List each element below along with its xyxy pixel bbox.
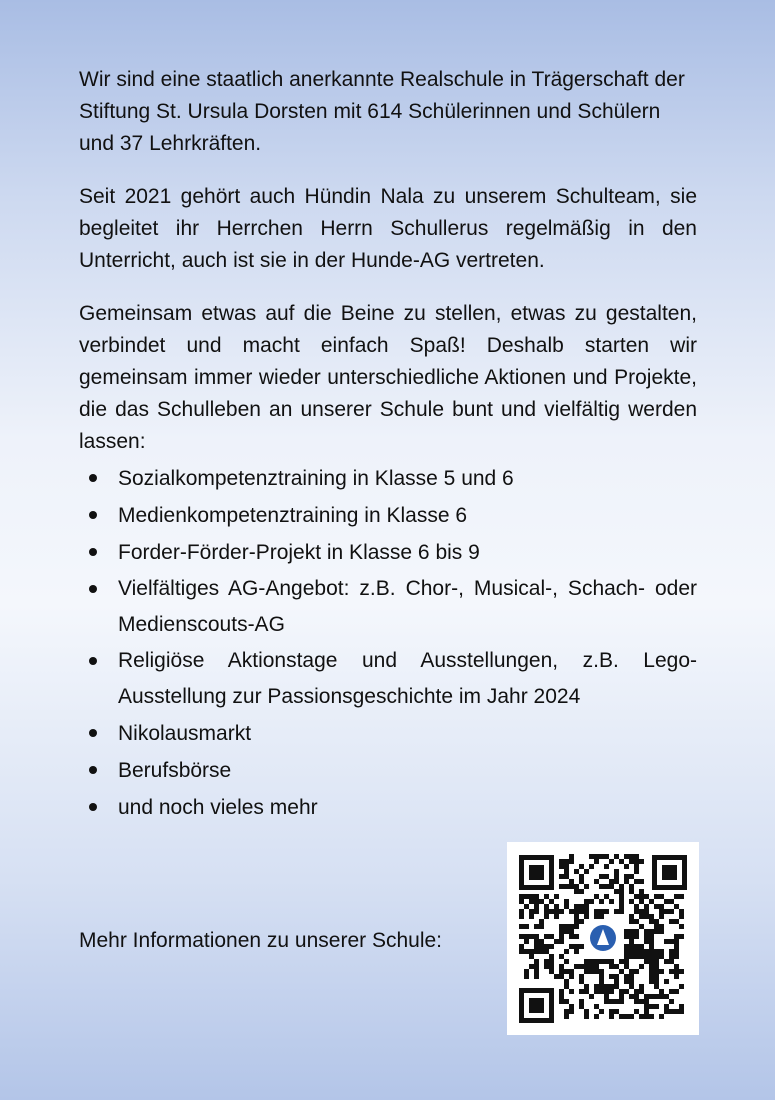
bullet-dot-icon [89, 511, 97, 519]
bullet-dot-icon [89, 803, 97, 811]
bullet-dot-icon [89, 548, 97, 556]
projects-text: Gemeinsam etwas auf die Beine zu stellen, etwas zu gestalten, verbindet und macht einfach Spaß! Deshalb starten wir gemeinsam immer wieder unterschiedliche Aktionen und Projekte, die das Schulleben an unserer [79, 302, 697, 421]
document-body [79, 64, 697, 826]
intro-paragraph: Wir sind eine staatlich anerkannte Realschule in Trägerschaft der Stiftung St. Ursula Dorsten mit 614 Schülerinnen und Schülern und 37 Lehrkräften. [79, 68, 685, 155]
bullet-dot-icon [89, 585, 97, 593]
more-info-label: Mehr Informationen zu unserer Schule: [79, 929, 443, 952]
list-item: Religiöse Aktionstage und Ausstellungen, z.B. Lego-Ausstellung zur Passionsgeschichte im Jahr 2024 [79, 643, 697, 715]
list-item: Sozialkompetenztraining in Klasse 5 und 6 [79, 460, 697, 497]
activity-list [79, 460, 697, 826]
projects-text-end: Schule bunt und vielfältig werden lassen: [79, 398, 697, 453]
bullet-dot-icon [89, 729, 97, 737]
dog-paragraph: Seit 2021 gehört auch Hündin Nala zu unserem Schulteam, sie begleitet ihr Herrchen Herrn Schullerus regelmäßig in den Unterricht, auch ist sie in der Hunde-AG vertreten. [79, 185, 697, 272]
list-item: Forder-Förder-Projekt in Klasse 6 bis 9 [79, 534, 697, 571]
list-item: und noch vieles mehr [79, 789, 697, 826]
list-item: Medienkompetenztraining in Klasse 6 [79, 497, 697, 534]
bullet-dot-icon [89, 657, 97, 665]
projects-paragraph [79, 298, 697, 458]
list-item: Nikolausmarkt [79, 715, 697, 752]
list-item: Berufsbörse [79, 752, 697, 789]
bullet-dot-icon [89, 474, 97, 482]
bullet-dot-icon [89, 766, 97, 774]
qr-code-icon[interactable] [507, 842, 699, 1035]
list-item: Vielfältiges AG-Angebot: z.B. Chor-, Musical-, Schach- oder Medienscouts-AG [79, 571, 697, 643]
